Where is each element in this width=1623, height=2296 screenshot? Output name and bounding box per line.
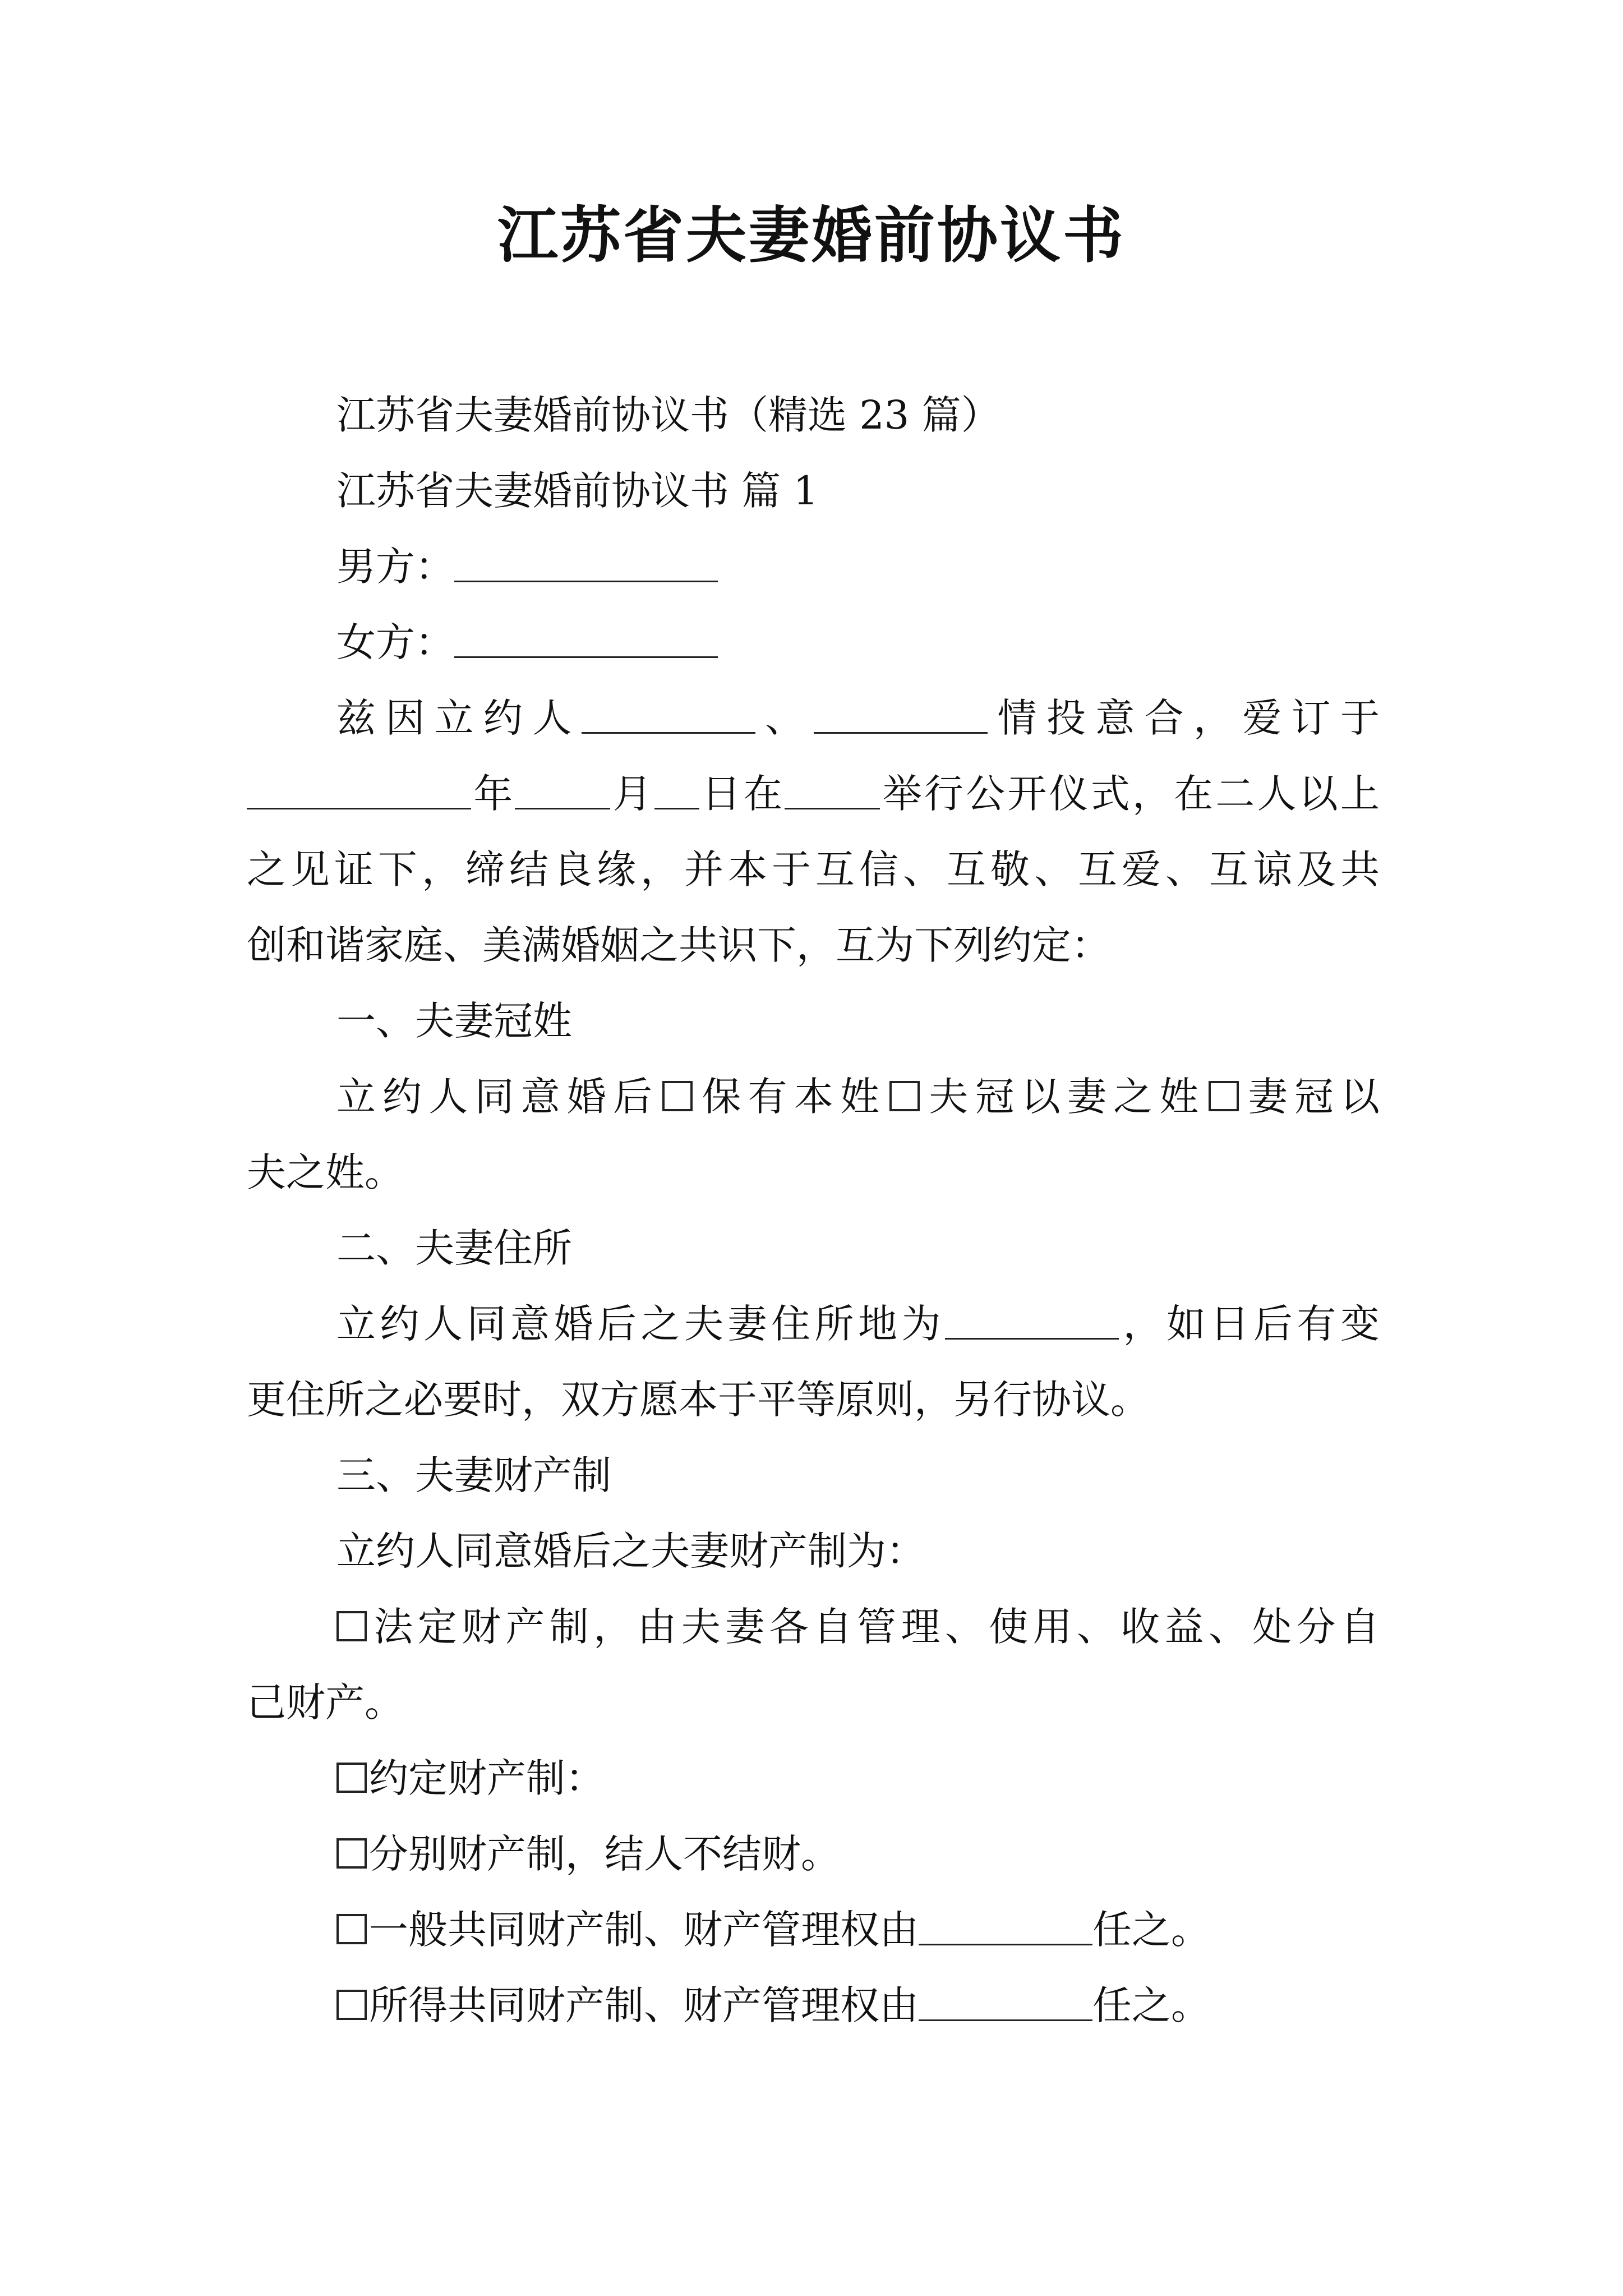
p1-text-a: 兹因立约人	[336, 695, 582, 741]
statutory-property-label: 法定财产制，由夫妻各自管理、使用、收益、处分自	[369, 1604, 1380, 1650]
acquired-community-manager-blank[interactable]	[919, 1980, 1092, 2021]
s1-option-wife: 妻冠以	[1241, 1074, 1380, 1120]
s1-text-a: 立约人同意婚后	[336, 1074, 660, 1120]
general-community-option	[336, 1896, 1210, 1963]
paragraph-1-line-2	[247, 760, 1380, 827]
page-title: 江苏省夫妻婚前协议书	[497, 200, 1126, 271]
paragraph-1-line-3: 之见证下，缔结良缘，并本于互信、互敬、互爱、互谅及共	[247, 846, 1380, 892]
separate-property-label: 分别财产制，结人不结财。	[369, 1831, 840, 1877]
section-2-heading: 二、夫妻住所	[336, 1225, 572, 1271]
p1-text-c: 情投意合，爱订于	[988, 695, 1380, 741]
statutory-property-line-2: 己财产。	[247, 1680, 404, 1726]
female-party-line	[336, 609, 718, 676]
s2-text-a: 立约人同意婚后之夫妻住所地为	[336, 1301, 945, 1347]
subtitle: 江苏省夫妻婚前协议书（精选 23 篇）	[336, 392, 1000, 438]
p1-text-g: 举行公开仪式，在二人以上	[880, 771, 1380, 817]
party-b-blank[interactable]	[814, 693, 988, 734]
month-blank[interactable]	[515, 769, 610, 809]
p1-day-label: 日在	[699, 771, 785, 817]
paragraph-1-line-1	[336, 684, 1380, 752]
separate-property-checkbox[interactable]	[336, 1838, 367, 1869]
section-1-line-2: 夫之姓。	[247, 1149, 404, 1195]
section-3-intro: 立约人同意婚后之夫妻财产制为：	[336, 1528, 925, 1574]
acquired-community-suffix: 任之。	[1092, 1982, 1210, 2028]
keep-surname-checkbox[interactable]	[662, 1081, 693, 1111]
p1-year-label: 年	[471, 771, 515, 817]
p1-text-b: 、	[755, 695, 814, 741]
male-label: 男方：	[336, 544, 454, 590]
section-1-heading: 一、夫妻冠姓	[336, 998, 572, 1044]
male-party-line	[336, 533, 718, 600]
section-2-line-2: 更住所之必要时，双方愿本于平等原则，另行协议。	[247, 1377, 1150, 1423]
day-blank[interactable]	[654, 769, 699, 809]
acquired-community-option	[336, 1972, 1210, 2039]
acquired-community-label: 所得共同财产制、财产管理权由	[369, 1982, 919, 2028]
section-1-line-1	[336, 1063, 1380, 1130]
agreed-property-checkbox[interactable]	[336, 1763, 367, 1793]
paragraph-1-line-4: 创和谐家庭、美满婚姻之共识下，互为下列约定：	[247, 922, 1110, 968]
acquired-community-checkbox[interactable]	[336, 1990, 367, 2020]
male-name-blank[interactable]	[454, 541, 718, 582]
general-community-label: 一般共同财产制、财产管理权由	[369, 1907, 919, 1953]
separate-property-option	[336, 1820, 840, 1888]
general-community-suffix: 任之。	[1092, 1907, 1210, 1953]
residence-blank[interactable]	[945, 1299, 1119, 1340]
female-name-blank[interactable]	[454, 617, 718, 658]
female-label: 女方：	[336, 619, 454, 665]
s1-option-husband: 夫冠以妻之姓	[922, 1074, 1206, 1120]
p1-month-label: 月	[610, 771, 654, 817]
general-community-checkbox[interactable]	[336, 1914, 367, 1944]
section-3-heading: 三、夫妻财产制	[336, 1452, 611, 1498]
party-a-blank[interactable]	[582, 693, 755, 734]
husband-takes-wife-surname-checkbox[interactable]	[889, 1081, 920, 1111]
section-2-line-1	[336, 1290, 1380, 1358]
chapter-heading: 江苏省夫妻婚前协议书 篇 1	[336, 468, 819, 514]
statutory-property-checkbox[interactable]	[336, 1611, 367, 1641]
year-blank[interactable]	[247, 769, 471, 809]
s2-text-b: ，如日后有变	[1119, 1301, 1380, 1347]
s1-option-keep: 保有本姓	[695, 1074, 887, 1120]
agreed-property-option	[336, 1745, 605, 1812]
statutory-property-option	[336, 1593, 1380, 1660]
general-community-manager-blank[interactable]	[919, 1904, 1092, 1945]
place-blank[interactable]	[785, 769, 880, 809]
agreed-property-label: 约定财产制：	[369, 1755, 605, 1801]
wife-takes-husband-surname-checkbox[interactable]	[1209, 1081, 1239, 1111]
